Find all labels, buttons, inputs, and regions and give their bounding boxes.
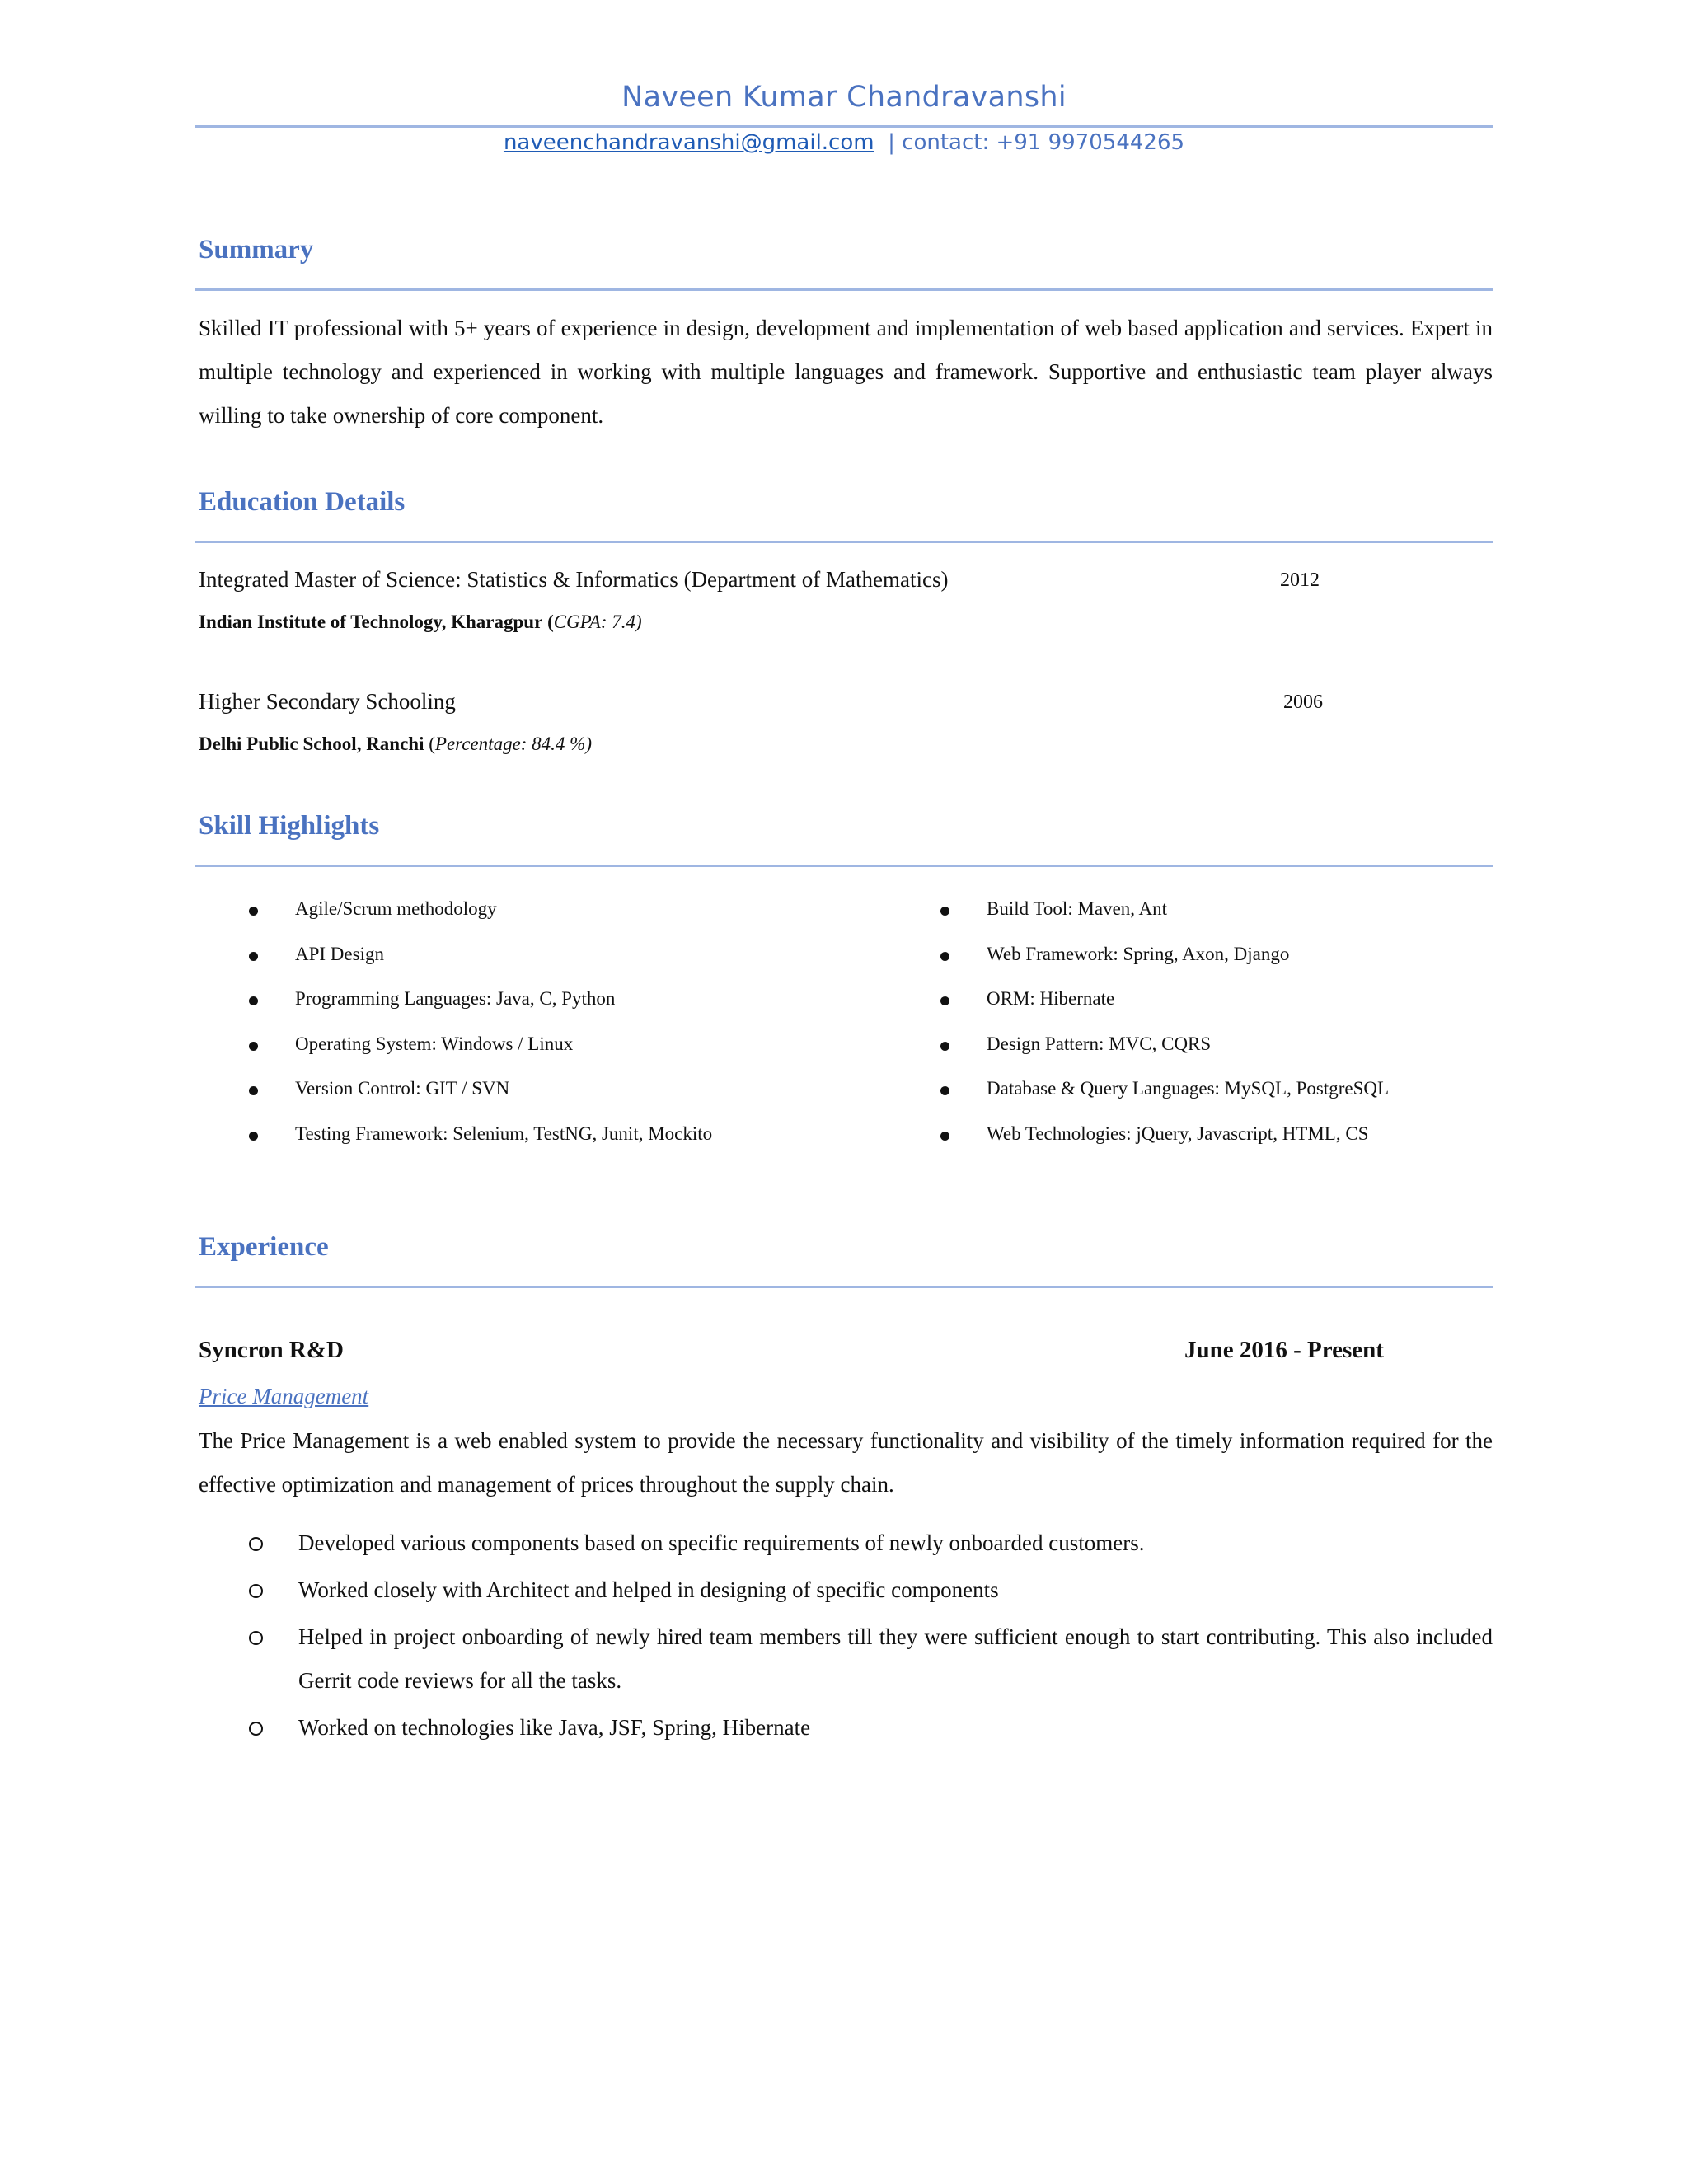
- education-institution: [199, 612, 642, 633]
- list-item: [247, 1521, 1493, 1565]
- education-divider: [195, 541, 1493, 543]
- summary-heading: Summary: [199, 235, 314, 265]
- bullet-icon: [940, 907, 950, 916]
- education-year: 2006: [1283, 691, 1323, 713]
- list-item: [940, 1123, 1567, 1169]
- skills-heading: Skill Highlights: [199, 811, 380, 841]
- list-item: [249, 898, 875, 944]
- skills-list-right: [940, 898, 1567, 1168]
- list-item: [247, 1706, 1493, 1750]
- header-divider: [195, 125, 1493, 128]
- skill-label: Build Tool: Maven, Ant: [987, 898, 1168, 919]
- skill-label: Design Pattern: MVC, CQRS: [987, 1033, 1212, 1054]
- experience-heading: Experience: [199, 1232, 329, 1262]
- bullet-icon: [249, 1132, 258, 1141]
- education-institution: [199, 733, 592, 755]
- education-heading: Education Details: [199, 487, 406, 517]
- bullet-icon: [940, 952, 950, 961]
- education-degree: Integrated Master of Science: Statistics & Informatics (Department of Mathematics): [199, 567, 949, 592]
- summary-divider: [195, 288, 1493, 291]
- list-item: [249, 1123, 875, 1169]
- bullet-icon: [249, 1086, 258, 1095]
- skill-label: Operating System: Windows / Linux: [295, 1033, 574, 1054]
- skills-list-left: [249, 898, 875, 1168]
- skill-label: Database & Query Languages: MySQL, PostgreSQL: [987, 1078, 1390, 1099]
- project-link[interactable]: Price Management: [199, 1384, 369, 1408]
- bullet-text: Worked on technologies like Java, JSF, Spring, Hibernate: [298, 1715, 811, 1740]
- project-description: The Price Management is a web enabled system to provide the necessary functionality and visibility of the timely information required for the effective optimization and management of prices throughout the supply chain.: [199, 1428, 1493, 1497]
- list-item: [940, 988, 1567, 1033]
- circle-bullet-icon: [249, 1584, 263, 1598]
- bullet-icon: [940, 996, 950, 1005]
- list-item: [247, 1615, 1493, 1703]
- skill-label: Web Technologies: jQuery, Javascript, HTML, CS: [987, 1122, 1369, 1144]
- skills-divider: [195, 865, 1493, 867]
- institution-name: Delhi Public School, Ranchi: [199, 733, 424, 754]
- institution-score: Percentage: 84.4 %): [434, 733, 593, 754]
- list-item: [249, 944, 875, 989]
- skill-label: Web Framework: Spring, Axon, Django: [987, 943, 1290, 964]
- skill-label: Testing Framework: Selenium, TestNG, Junit, Mockito: [295, 1122, 713, 1144]
- list-item: [249, 988, 875, 1033]
- bullet-icon: [249, 907, 258, 916]
- skill-label: Programming Languages: Java, C, Python: [295, 988, 616, 1009]
- experience-divider: [195, 1286, 1493, 1288]
- circle-bullet-icon: [249, 1722, 263, 1736]
- list-item: [247, 1568, 1493, 1612]
- experience-bullets: [247, 1521, 1493, 1753]
- summary-text: Skilled IT professional with 5+ years of experience in design, development and implementation of web based application and services. Expert in multiple technology and experienced in working with multiple languages and framework. Supportive and enthusiastic team player always willing to take ownership of core component.: [199, 316, 1493, 428]
- bullet-icon: [940, 1086, 950, 1095]
- education-degree: Higher Secondary Schooling: [199, 689, 456, 714]
- bullet-text: Helped in project onboarding of newly hired team members till they were sufficient enough to start contributing. This also included Gerrit code reviews for all the tasks.: [298, 1624, 1493, 1693]
- bullet-icon: [249, 996, 258, 1005]
- employment-period: June 2016 - Present: [1184, 1337, 1384, 1363]
- company-name: Syncron R&D: [199, 1337, 344, 1363]
- list-item: [249, 1033, 875, 1079]
- skill-label: ORM: Hibernate: [987, 988, 1115, 1009]
- list-item: [940, 1078, 1567, 1123]
- skill-label: Agile/Scrum methodology: [295, 898, 497, 919]
- circle-bullet-icon: [249, 1537, 263, 1551]
- circle-bullet-icon: [249, 1631, 263, 1645]
- bullet-text: Worked closely with Architect and helped in designing of specific components: [298, 1577, 999, 1602]
- phone-contact: | contact: +91 9970544265: [888, 130, 1185, 155]
- list-item: [940, 1033, 1567, 1079]
- list-item: [940, 898, 1567, 944]
- candidate-name: Naveen Kumar Chandravanshi: [621, 81, 1067, 114]
- bullet-icon: [249, 1042, 258, 1051]
- email-link[interactable]: naveenchandravanshi@gmail.com: [503, 130, 874, 155]
- skill-label: API Design: [295, 943, 384, 964]
- institution-score: CGPA: 7.4): [553, 612, 642, 632]
- bullet-text: Developed various components based on specific requirements of newly onboarded customers.: [298, 1530, 1145, 1555]
- bullet-icon: [249, 952, 258, 961]
- contact-line: [0, 130, 1688, 155]
- education-year: 2012: [1280, 569, 1320, 591]
- list-item: [940, 944, 1567, 989]
- score-open-paren: (: [429, 733, 435, 754]
- bullet-icon: [940, 1132, 950, 1141]
- score-open-paren: (: [547, 612, 554, 632]
- institution-name: Indian Institute of Technology, Kharagpur: [199, 612, 543, 632]
- bullet-icon: [940, 1042, 950, 1051]
- skill-label: Version Control: GIT / SVN: [295, 1078, 510, 1099]
- list-item: [249, 1078, 875, 1123]
